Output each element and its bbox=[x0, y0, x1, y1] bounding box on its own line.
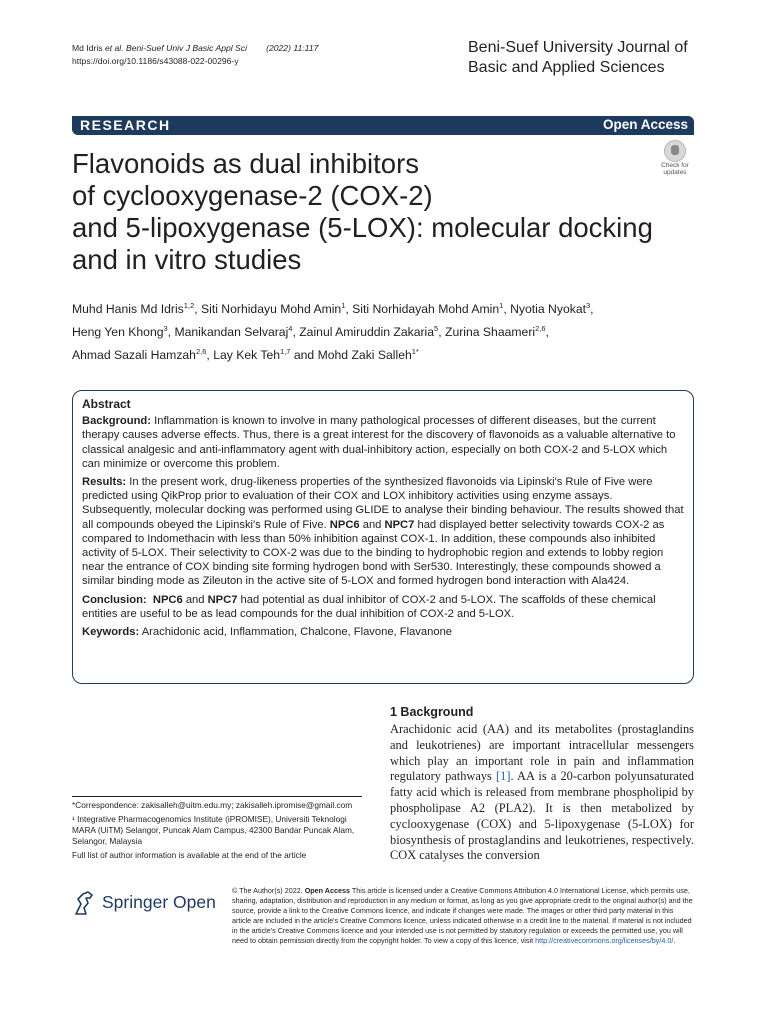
affiliation-note: ¹ Integrative Pharmacogenomics Institute (iPROMISE), Universiti Teknologi MARA (UiTM) Selangor, Puncak Alam Campus, 42300 Bandar Puncak Alam, Selangor, Malaysia bbox=[72, 814, 355, 846]
license-link[interactable]: http://creativecommons.org/licenses/by/4.0/ bbox=[535, 936, 674, 945]
author-affiliation: 4 bbox=[288, 324, 293, 334]
title-line-1: Flavonoids as dual inhibitors bbox=[72, 148, 419, 179]
author-affiliation: 1,2 bbox=[183, 301, 195, 310]
correspondence: *Correspondence: zakisalleh@uitm.edu.my; zakisalleh.ipromise@gmail.com bbox=[72, 800, 353, 810]
license-body: This article is licensed under a Creative Commons Attribution 4.0 International License, which permits use, sharing, adaptation, distribution and reproduction in any medium or format, as long as you give appropriate credit to the original author(s) and the source, provide a link to the Creative Commons licence, and indicate if changes were made. The images or other third party material in this article are included in the article's Creative Commons licence, unless indicated otherwise in a credit line to the material. If material is not included in the article's Creative Commons licence and your intended use is not permitted by statutory regulation or exceeds the permitted use, you will need to obtain permission directly from the copyright holder. To view a copy of this licence, visit bbox=[232, 886, 693, 945]
badge-line1: Check for bbox=[661, 162, 689, 169]
author-name[interactable]: Mohd Zaki Salleh bbox=[317, 348, 412, 363]
journal-name-line2: Basic and Applied Sciences bbox=[468, 59, 665, 76]
author-affiliation: 1* bbox=[411, 347, 419, 357]
badge-line2: updates bbox=[663, 169, 687, 176]
section-heading-background: 1 Background bbox=[390, 705, 474, 719]
footnote-divider bbox=[72, 796, 362, 797]
journal-name bbox=[468, 38, 708, 78]
license-text bbox=[232, 886, 694, 946]
compound-npc7: NPC7 bbox=[384, 518, 415, 531]
author-affiliation: 3 bbox=[586, 301, 591, 310]
citation-authors: Md Idris bbox=[72, 43, 103, 53]
open-access-label: Open Access bbox=[602, 117, 688, 132]
citation-journal: Beni-Suef Univ J Basic Appl Sci bbox=[125, 43, 247, 53]
keywords-label: Keywords: bbox=[82, 626, 140, 639]
keywords-text: Arachidonic acid, Inflammation, Chalcone, Flavone, Flavanone bbox=[141, 626, 453, 639]
author-affiliation: 2,6 bbox=[535, 324, 546, 334]
background-text-1: Arachidonic acid (AA) and its metabolites (prostaglandins and leukotrienes) are important intracellular messengers which play an important role in pain and inflammation regulatory pathways bbox=[390, 722, 694, 784]
background-text-2: . AA is a 20-carbon polyunsaturated fatty acid which is released from membrane phospholipid by phospholipase A2 (PLA2). It is then metabolized by cyclooxygenase (COX) and 5-lipoxygenase (5-LOX) for biosynthesis of prostaglandins and leukotrienes, respectively. COX catalyses the conversion bbox=[390, 769, 694, 863]
title-line-2: of cyclooxygenase-2 (COX-2) bbox=[72, 180, 433, 211]
author-name[interactable]: Lay Kek Teh bbox=[213, 348, 281, 363]
section-bar bbox=[72, 116, 694, 135]
and-word: and bbox=[185, 593, 205, 606]
springer-horse-icon bbox=[72, 890, 96, 916]
reference-link[interactable]: [1] bbox=[496, 769, 511, 784]
title-line-3: and 5-lipoxygenase (5-LOX): molecular docking bbox=[72, 212, 653, 243]
article-title bbox=[72, 148, 712, 276]
section-label: RESEARCH bbox=[80, 117, 171, 133]
journal-name-line1: Beni-Suef University Journal of bbox=[468, 39, 688, 56]
abstract-box bbox=[72, 390, 694, 684]
license-copyright: © The Author(s) 2022. bbox=[232, 886, 303, 895]
background-text: Inflammation is known to involve in many pathological processes of different diseases, but the current therapy causes adverse effects. Thus, there is a great interest for the discovery of flavonoids as a valuable alternative to classical analgesic and anti-inflammatory agent with dual-inhibitory action, especially on both COX-2 and 5-LOX which can minimize or overcome this problem. bbox=[82, 415, 676, 470]
author-name[interactable]: Siti Norhidayu Mohd Amin bbox=[200, 302, 342, 317]
author-affiliation: 1,7 bbox=[280, 347, 291, 357]
background-label: Background: bbox=[82, 415, 151, 428]
conclusion-text: had potential as dual inhibitor of COX-2 and 5-LOX. The scaffolds of these chemical entities are useful to be as lead compounds for the dual inhibition of COX-2 and 5-LOX. bbox=[82, 593, 656, 620]
author-name[interactable]: Heng Yen Khong bbox=[72, 325, 164, 340]
author-list: Muhd Hanis Md Idris$^{1,2}$, Siti Norhidayu Mohd Amin$^1$, Siti Norhidayah Mohd Amin$^1$, Nyotia Nyokat$^3$, Heng Yen Khong$^3$, Manikandan Selvaraj$^4$, Zainul Amiruddin Zakaria$^5$, Zurina Shaameri$^{2,6}$, Ahmad Sazali Hamzah$^{2,6}$, Lay Kek Teh$^{1,7}$ and Mohd Zaki Salleh$^{1*}$ bbox=[72, 301, 594, 363]
conclusion-label: Conclusion: bbox=[82, 593, 147, 606]
and-word: and bbox=[362, 518, 382, 531]
abstract-keywords bbox=[82, 625, 685, 639]
results-text-1: In the present work, drug-likeness properties of the synthesized flavonoids via Lipinski's Rule of Five were predicted using QikProp prior to evaluation of their COX and LOX inhibitory activities using enzyme assays. Subsequently, molecular docking was performed using GLIDE to analyse their binding behaviour. The results showed that all compounds obeyed the Lipinski's Rule of Five. bbox=[82, 476, 684, 531]
abstract-heading: Abstract bbox=[82, 397, 131, 411]
citation-year: (2022) 11:117 bbox=[266, 43, 319, 53]
author-name[interactable]: Manikandan Selvaraj bbox=[174, 325, 289, 340]
abstract-background bbox=[82, 414, 685, 471]
license-open-access: Open Access bbox=[304, 886, 350, 895]
publisher-suffix: Open bbox=[173, 892, 216, 912]
author-affiliation: 1 bbox=[499, 301, 504, 310]
background-body bbox=[390, 722, 694, 864]
author-affiliation: 2,6 bbox=[195, 347, 207, 357]
compound-npc7: NPC7 bbox=[207, 593, 238, 606]
springer-open-logo[interactable] bbox=[72, 890, 222, 916]
abstract-results bbox=[82, 475, 685, 589]
author-name[interactable]: Zurina Shaameri bbox=[445, 325, 536, 340]
compound-npc6: NPC6 bbox=[329, 518, 360, 531]
author-name[interactable]: Zainul Amiruddin Zakaria bbox=[299, 325, 435, 340]
author-name[interactable]: Ahmad Sazali Hamzah bbox=[72, 348, 196, 363]
author-affiliation: 3 bbox=[163, 324, 168, 334]
doi-link[interactable]: https://doi.org/10.1186/s43088-022-00296-y bbox=[72, 56, 239, 66]
citation-header bbox=[72, 42, 318, 68]
results-text-2: had displayed better selectivity towards COX-2 as compared to Indomethacin with less than 50% inhibition against COX-1. In addition, these compounds also inhibited activity of 5-LOX. Their selectivity to COX-2 was due to the binding to hydrophobic region and extends to lobby region near the entrance of COX binding site forming hydrogen bond with Ser530. Interestingly, these compounds showed a similar binding mode as Zileuton in the active site of 5-LOX and formed hydrogen bond interaction with Ala424. bbox=[82, 518, 665, 588]
title-line-4: and in vitro studies bbox=[72, 244, 302, 275]
abstract-conclusion bbox=[82, 593, 685, 621]
check-for-updates-badge[interactable] bbox=[655, 140, 695, 180]
author-affiliation: 5 bbox=[434, 324, 439, 334]
author-name[interactable]: Muhd Hanis Md Idris bbox=[72, 302, 184, 317]
compound-npc6: NPC6 bbox=[152, 593, 183, 606]
author-name[interactable]: Siti Norhidayah Mohd Amin bbox=[352, 302, 500, 317]
citation-etal: et al. bbox=[104, 43, 124, 53]
results-label: Results: bbox=[82, 476, 127, 489]
author-name[interactable]: Nyotia Nyokat bbox=[510, 302, 586, 317]
check-updates-icon bbox=[664, 140, 686, 162]
footnotes bbox=[72, 800, 364, 864]
publisher-name: Springer bbox=[102, 892, 169, 912]
license-suffix: . bbox=[673, 936, 676, 945]
author-affiliation: 1 bbox=[341, 301, 346, 310]
author-info-note: Full list of author information is available at the end of the article bbox=[72, 850, 307, 860]
